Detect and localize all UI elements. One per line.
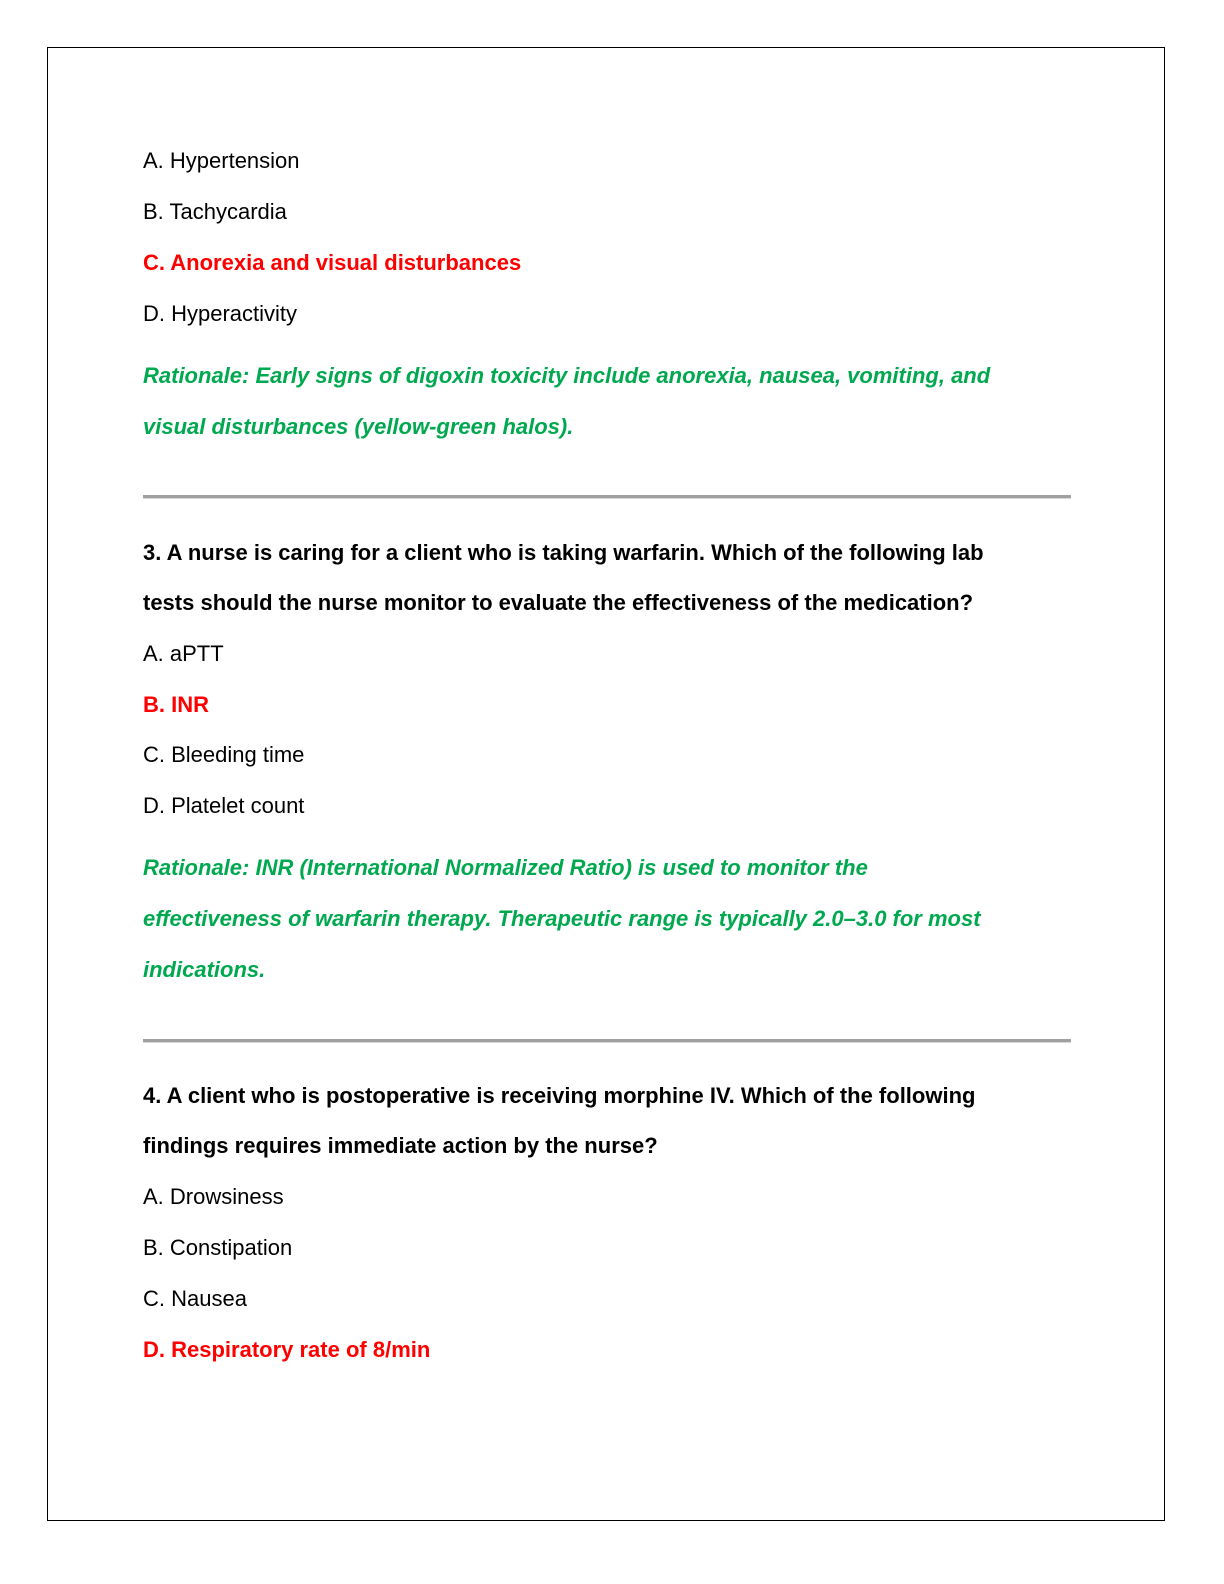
q4-option-b: B. Constipation bbox=[143, 1235, 293, 1260]
q3-question-line-2: tests should the nurse monitor to evaluate the effectiveness of the medication? bbox=[143, 590, 974, 615]
q3-rationale-line-2: effectiveness of warfarin therapy. Therapeutic range is typically 2.0–3.0 for most bbox=[143, 906, 981, 931]
q2-option-a: A. Hypertension bbox=[143, 148, 300, 173]
q2-rationale-line-1: Rationale: Early signs of digoxin toxicity include anorexia, nausea, vomiting, and bbox=[143, 363, 991, 388]
section-divider bbox=[143, 495, 1071, 499]
q2-option-c-correct: C. Anorexia and visual disturbances bbox=[143, 250, 522, 275]
q2-option-d: D. Hyperactivity bbox=[143, 301, 298, 326]
q3-question-line-1: 3. A nurse is caring for a client who is taking warfarin. Which of the following lab bbox=[143, 540, 984, 565]
q4-question-line-2: findings requires immediate action by the nurse? bbox=[143, 1133, 658, 1158]
q4-option-d-correct: D. Respiratory rate of 8/min bbox=[143, 1337, 431, 1362]
q4-option-a: A. Drowsiness bbox=[143, 1184, 284, 1209]
q3-option-b-correct: B. INR bbox=[143, 692, 209, 717]
q3-option-c: C. Bleeding time bbox=[143, 742, 305, 767]
q3-rationale-line-1: Rationale: INR (International Normalized Ratio) is used to monitor the bbox=[143, 855, 868, 880]
q2-option-b: B. Tachycardia bbox=[143, 199, 287, 224]
q4-question-line-1: 4. A client who is postoperative is receiving morphine IV. Which of the following bbox=[143, 1083, 976, 1108]
section-divider bbox=[143, 1039, 1071, 1043]
q4-option-c: C. Nausea bbox=[143, 1286, 247, 1311]
q3-option-a: A. aPTT bbox=[143, 641, 224, 666]
q2-rationale-line-2: visual disturbances (yellow-green halos). bbox=[143, 414, 574, 439]
q3-option-d: D. Platelet count bbox=[143, 793, 305, 818]
q3-rationale-line-3: indications. bbox=[143, 957, 266, 982]
